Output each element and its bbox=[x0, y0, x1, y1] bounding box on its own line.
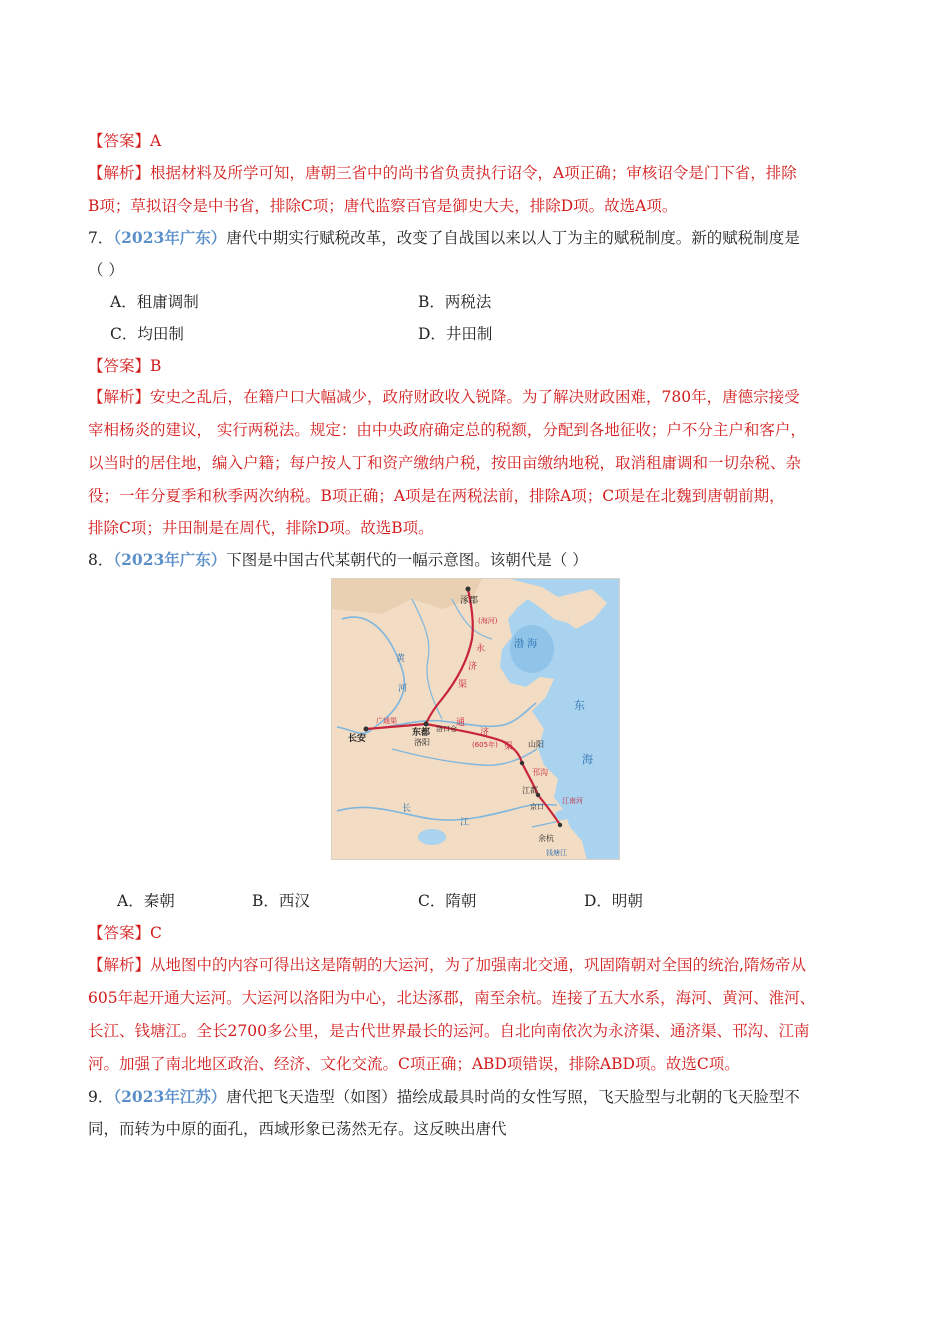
q6-analysis-label: 【解析】 bbox=[88, 164, 151, 182]
map-dot-luoyang bbox=[424, 722, 429, 727]
map-label-yongji-2: 济 bbox=[468, 662, 478, 672]
q7-option-c[interactable]: C．均田制 bbox=[110, 325, 184, 343]
q8-stem bbox=[88, 549, 588, 571]
map-label-bohai: 渤 海 bbox=[514, 639, 538, 650]
map-label-yongji-3: 渠 bbox=[458, 680, 468, 690]
q9-source: （2023年江苏） bbox=[113, 1087, 227, 1106]
q7-answer bbox=[88, 355, 161, 377]
q7-analysis-line-1 bbox=[88, 386, 800, 408]
q7-analysis-label: 【解析】 bbox=[88, 388, 151, 406]
map-label-guangtong: 广通渠 bbox=[376, 717, 397, 725]
q7-analysis-line-4: 役；一年分夏季和秋季两次纳税。B项正确；A项是在两税法前，排除A项；C项是在北魏到唐朝前期， bbox=[88, 487, 785, 505]
q8-analysis-line-1 bbox=[88, 954, 806, 976]
map-dot-changan bbox=[364, 727, 369, 732]
map-label-shanyang: 山阳 bbox=[528, 740, 544, 749]
q8-answer bbox=[88, 922, 162, 944]
q7-stem-text-1: 唐代中期实行赋税改革，改变了自战国以来以人丁为主的赋税制度。新的赋税制度是 bbox=[226, 229, 800, 247]
map-label-tongji-1: 通 bbox=[456, 718, 466, 728]
q7-source: （2023年广东） bbox=[113, 228, 227, 247]
map-dot-yuhang bbox=[558, 823, 562, 827]
q8-answer-label: 【答案】 bbox=[88, 924, 151, 942]
map-label-jiangnan: 江南河 bbox=[562, 797, 583, 805]
map-lake-dongting bbox=[418, 829, 446, 845]
q8-source: （2023年广东） bbox=[113, 550, 227, 569]
q8-option-c[interactable]: C．隋朝 bbox=[418, 892, 477, 910]
q6-answer-value: A bbox=[150, 132, 162, 150]
grand-canal-map-svg bbox=[332, 579, 620, 860]
q8-analysis-text-1: 从地图中的内容可得出这是隋朝的大运河，为了加强南北交通，巩固隋朝对全国的统治,隋炀帝从 bbox=[150, 956, 806, 974]
map-label-changjiang-2: 江 bbox=[460, 818, 470, 828]
q7-option-b[interactable]: B．两税法 bbox=[418, 293, 492, 311]
map-label-year605: (605年) bbox=[472, 741, 498, 749]
q6-answer bbox=[88, 130, 161, 152]
q7-analysis-line-5: 排除C项；井田制是在周代，排除D项。故选B项。 bbox=[88, 519, 434, 537]
q8-analysis-line-4: 河。加强了南北地区政治、经济、文化交流。C项正确；ABD项错误，排除ABD项。故选C项。 bbox=[88, 1055, 740, 1073]
q7-answer-label: 【答案】 bbox=[88, 357, 151, 375]
map-label-tongji-3: 渠 bbox=[504, 742, 514, 752]
map-label-haihe: (海河) bbox=[478, 617, 498, 625]
q7-option-d[interactable]: D．井田制 bbox=[418, 325, 493, 343]
map-label-dongdu: 东都 bbox=[412, 728, 431, 738]
q8-stem-text: 下图是中国古代某朝代的一幅示意图。该朝代是（ ） bbox=[226, 551, 588, 569]
q7-analysis-line-2: 宰相杨炎的建议， 实行两税法。规定：由中央政府确定总的税额，分配到各地征收；户不分主户和客户， bbox=[88, 421, 806, 439]
q8-number: 8． bbox=[88, 551, 114, 569]
map-label-qiantang: 钱塘江 bbox=[546, 849, 567, 857]
map-label-luokoucang: 洛口仓 bbox=[436, 725, 457, 733]
map-label-jiangdu: 江都 bbox=[522, 786, 538, 795]
map-label-donghai-1: 东 bbox=[574, 699, 585, 712]
q8-analysis-label: 【解析】 bbox=[88, 956, 151, 974]
q6-analysis-line-1 bbox=[88, 162, 797, 184]
map-label-luoyang: 洛阳 bbox=[414, 738, 430, 747]
map-label-changan: 长安 bbox=[348, 734, 367, 744]
q9-stem-text-1: 唐代把飞天造型（如图）描绘成最具时尚的女性写照，飞天脸型与北朝的飞天脸型不 bbox=[226, 1088, 800, 1106]
q7-analysis-text-1: 安史之乱后，在籍户口大幅减少，政府财政收入锐降。为了解决财政困难，780年，唐德宗接受 bbox=[150, 388, 800, 406]
map-label-tongji-2: 济 bbox=[480, 728, 490, 738]
map-label-yuhang: 余杭 bbox=[538, 834, 554, 843]
map-label-donghai-2: 海 bbox=[582, 753, 593, 766]
map-label-huanghe-2: 河 bbox=[398, 684, 408, 694]
q9-stem-line-1 bbox=[88, 1086, 800, 1108]
map-label-yongji-1: 永 bbox=[476, 644, 486, 654]
q7-option-a[interactable]: A．租庸调制 bbox=[110, 293, 199, 311]
q9-number: 9． bbox=[88, 1088, 114, 1106]
q9-stem-line-2: 同，而转为中原的面孔，西域形象已荡然无存。这反映出唐代 bbox=[88, 1120, 507, 1138]
q8-answer-value: C bbox=[150, 924, 162, 942]
q7-stem-line-2: （ ） bbox=[88, 261, 124, 279]
map-label-jingkou: 京口 bbox=[530, 803, 544, 811]
map-dot-zhuojun bbox=[466, 587, 471, 592]
q6-answer-label: 【答案】 bbox=[88, 132, 151, 150]
q7-analysis-line-3: 以当时的居住地，编入户籍；每户按人丁和资产缴纳户税，按田亩缴纳地税，取消租庸调和一切杂税、杂 bbox=[88, 454, 802, 472]
q7-stem-line-1 bbox=[88, 227, 800, 249]
q6-analysis-line-2: B项；草拟诏令是中书省，排除C项；唐代监察百官是御史大夫，排除D项。故选A项。 bbox=[88, 197, 678, 215]
q8-option-a[interactable]: A．秦朝 bbox=[117, 892, 175, 910]
q7-answer-value: B bbox=[150, 357, 162, 375]
map-label-zhuojun: 涿郡 bbox=[460, 596, 479, 606]
map-dot-shanyang bbox=[520, 761, 524, 765]
q8-option-b[interactable]: B．西汉 bbox=[252, 892, 310, 910]
map-label-hangou: 邗沟 bbox=[532, 768, 548, 777]
q8-analysis-line-3: 长江、钱塘江。全长2700多公里，是古代世界最长的运河。自北向南依次为永济渠、通济渠、邗沟、江南 bbox=[88, 1022, 810, 1040]
q8-analysis-line-2: 605年起开通大运河。大运河以洛阳为中心，北达涿郡，南至余杭。连接了五大水系，海河、黄河、淮河、 bbox=[88, 989, 816, 1007]
grand-canal-map bbox=[331, 578, 620, 860]
q8-option-d[interactable]: D．明朝 bbox=[584, 892, 643, 910]
q7-number: 7． bbox=[88, 229, 114, 247]
map-label-huanghe-1: 黄 bbox=[396, 654, 406, 664]
map-label-changjiang-1: 长 bbox=[402, 804, 412, 814]
q6-analysis-text-1: 根据材料及所学可知，唐朝三省中的尚书省负责执行诏令，A项正确；审核诏令是门下省，排除 bbox=[150, 164, 797, 182]
